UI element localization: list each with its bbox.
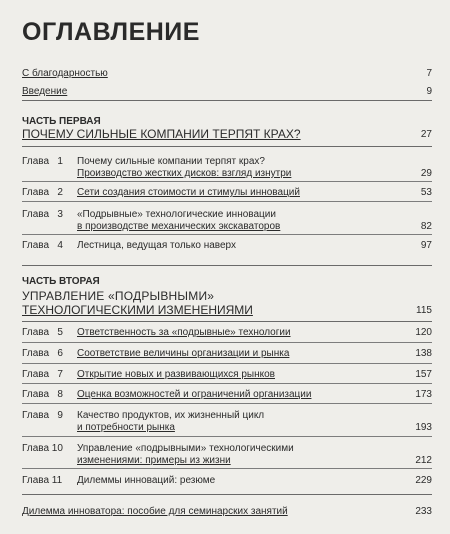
entry-title: Дилемма инноватора: пособие для семинарских занятий	[22, 506, 288, 517]
part-one-label: ЧАСТЬ ПЕРВАЯ	[22, 116, 101, 127]
entry-page: 193	[415, 422, 432, 433]
entry-page: 233	[415, 506, 432, 517]
divider	[22, 403, 432, 404]
divider	[22, 468, 432, 469]
entry-page: 173	[415, 389, 432, 400]
entry-page: 82	[420, 221, 432, 232]
chapter-title: Открытие новых и развивающихся рынков	[77, 369, 275, 380]
entry-page: 157	[415, 369, 432, 380]
entry-page: 27	[420, 129, 432, 140]
chapter-label: Глава 10	[22, 443, 63, 454]
entry-page: 97	[420, 240, 432, 251]
chapter-title: Оценка возможностей и ограничений организации	[77, 389, 312, 400]
chapter-label: Глава 2	[22, 187, 63, 198]
part-two-title-line1: УПРАВЛЕНИЕ «ПОДРЫВНЫМИ»	[22, 289, 215, 303]
entry-page: 29	[420, 168, 432, 179]
chapter-label: Глава 11	[22, 475, 63, 486]
entry-page: 7	[426, 68, 432, 79]
divider	[22, 146, 432, 147]
chapter-title: Соответствие величины организации и рынка	[77, 348, 290, 359]
divider	[22, 494, 432, 495]
divider	[22, 100, 432, 101]
chapter-title: Почему сильные компании терпят крах? Производство жестких дисков: взгляд изнутри	[77, 156, 292, 179]
toc-heading: ОГЛАВЛЕНИЕ	[22, 18, 200, 46]
chapter-title: Лестница, ведущая только наверх	[77, 240, 236, 251]
divider	[22, 436, 432, 437]
chapter-title: Сети создания стоимости и стимулы инноваций	[77, 187, 300, 198]
divider	[22, 234, 432, 235]
chapter-title: Управление «подрывными» технологическими изменениями: примеры из жизни	[77, 443, 294, 466]
divider	[22, 181, 432, 182]
divider	[22, 321, 432, 322]
entry-page: 229	[415, 475, 432, 486]
entry-title: Введение	[22, 86, 68, 97]
chapter-title: Дилеммы инноваций: резюме	[77, 475, 216, 486]
divider	[22, 265, 432, 266]
part-two-title-line2: ТЕХНОЛОГИЧЕСКИМИ ИЗМЕНЕНИЯМИ	[22, 303, 253, 317]
chapter-title: «Подрывные» технологические инновации в производстве механических экскаваторов	[77, 209, 281, 232]
chapter-label: Глава 5	[22, 327, 63, 338]
chapter-label: Глава 6	[22, 348, 63, 359]
chapter-label: Глава 7	[22, 369, 63, 380]
divider	[22, 363, 432, 364]
chapter-title: Качество продуктов, их жизненный цикл и потребности рынка	[77, 410, 265, 433]
divider	[22, 383, 432, 384]
chapter-label: Глава 4	[22, 240, 63, 251]
entry-page: 53	[420, 187, 432, 198]
chapter-label: Глава 8	[22, 389, 63, 400]
entry-page: 115	[416, 305, 432, 316]
part-one-title: ПОЧЕМУ СИЛЬНЫЕ КОМПАНИИ ТЕРПЯТ КРАХ?	[22, 127, 301, 141]
part-two-label: ЧАСТЬ ВТОРАЯ	[22, 276, 100, 287]
entry-title: С благодарностью	[22, 68, 108, 79]
entry-page: 9	[426, 86, 432, 97]
chapter-title: Ответственность за «подрывные» технологии	[77, 327, 291, 338]
entry-page: 212	[415, 455, 432, 466]
divider	[22, 201, 432, 202]
entry-page: 120	[415, 327, 432, 338]
chapter-label: Глава 9	[22, 410, 63, 421]
divider	[22, 342, 432, 343]
entry-page: 138	[415, 348, 432, 359]
chapter-label: Глава 1	[22, 156, 63, 167]
chapter-label: Глава 3	[22, 209, 63, 220]
